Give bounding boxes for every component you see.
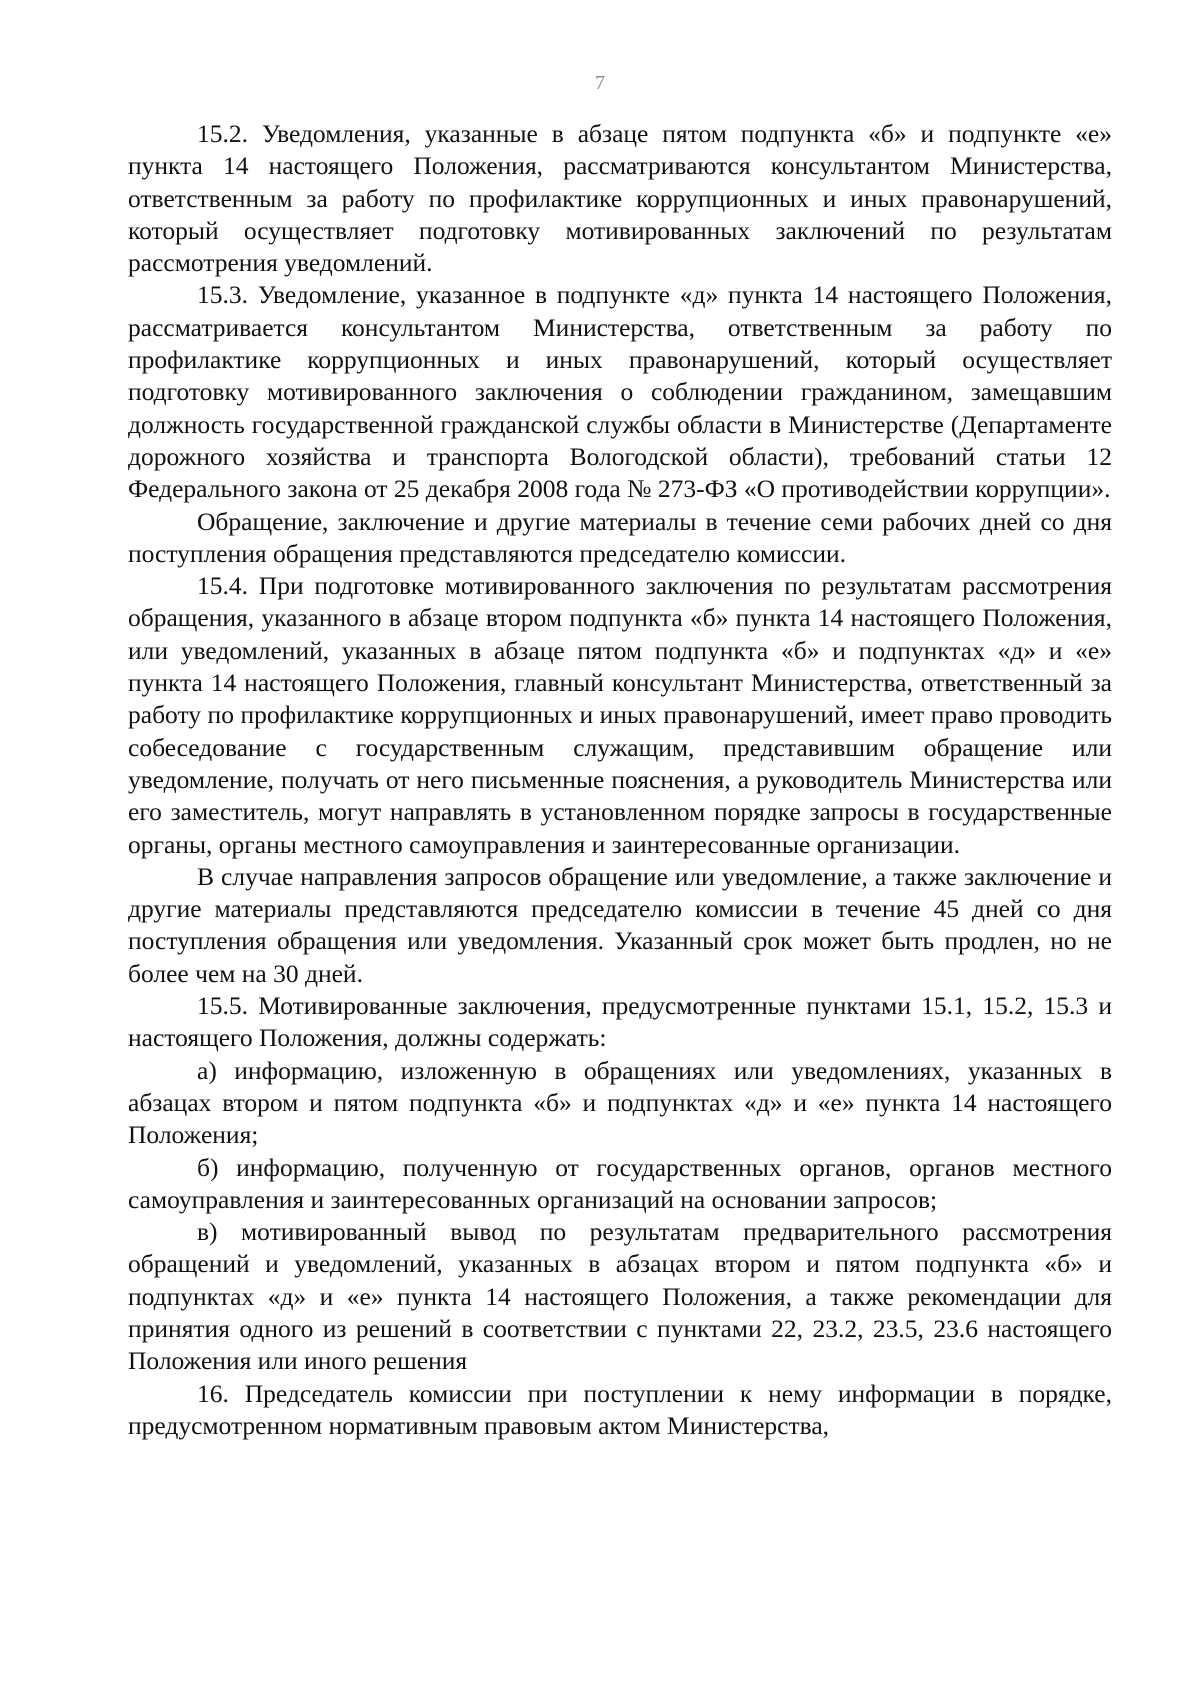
paragraph-15-4-requests: В случае направления запросов обращение или уведомление, а также заключение и другие материалы представляются председателю комиссии в течение 45 дней со дня поступления обращения или уведомления. Указанный срок может быть продлен, но не более чем на 30 дней.	[128, 861, 1112, 988]
paragraph-16: 16. Председатель комиссии при поступлении к нему информации в порядке, предусмотренном нормативным правовым актом Министерства,	[128, 1378, 1112, 1440]
paragraph-15-3: 15.3. Уведомление, указанное в подпункте «д» пункта 14 настоящего Положения, рассматривается консультантом Министерства, ответственным за работу по профилактике коррупционных и иных правонарушений, который осуществляет подготовку мотивированного заключения о соблюдении гражданином, замещавшим должность государственной гражданской службы области в Министерстве (Департаменте дорожного хозяйства и транспорта Вологодской области), требований статьи 12 Федерального закона от 25 декабря 2008 года № 273-ФЗ «О противодействии коррупции».	[128, 280, 1112, 504]
paragraph-15-5-a: а) информацию, изложенную в обращениях или уведомлениях, указанных в абзацах втором и пятом подпункта «б» и подпунктах «д» и «е» пункта 14 настоящего Положения;	[128, 1055, 1112, 1150]
document-body	[128, 118, 1112, 1442]
paragraph-15-5: 15.5. Мотивированные заключения, предусмотренные пунктами 15.1, 15.2, 15.3 и настоящего Положения, должны содержать:	[128, 991, 1112, 1053]
paragraph-15-2: 15.2. Уведомления, указанные в абзаце пятом подпункта «б» и подпункте «е» пункта 14 настоящего Положения, рассматриваются консультантом Министерства, ответственным за работу по профилактике коррупционных и иных правонарушений, который осуществляет подготовку мотивированных заключений по результатам рассмотрения уведомлений.	[128, 119, 1112, 278]
paragraph-15-3-materials: Обращение, заключение и другие материалы в течение семи рабочих дней со дня поступления обращения представляются председателю комиссии.	[128, 506, 1112, 568]
page-number: 7	[595, 72, 605, 94]
paragraph-15-5-b: б) информацию, полученную от государственных органов, органов местного самоуправления и заинтересованных организаций на основании запросов;	[128, 1152, 1112, 1214]
paragraph-15-4: 15.4. При подготовке мотивированного заключения по результатам рассмотрения обращения, указанного в абзаце втором подпункта «б» пункта 14 настоящего Положения, или уведомлений, указанных в абзаце пятом подпункта «б» и подпунктах «д» и «е» пункта 14 настоящего Положения, главный консультант Министерства, ответственный за работу по профилактике коррупционных и иных правонарушений, имеет право проводить собеседование с государственным служащим, представившим обращение или уведомление, получать от него письменные пояснения, а руководитель Министерства или его заместитель, могут направлять в установленном порядке запросы в государственные органы, органы местного самоуправления и заинтересованные организации.	[128, 571, 1112, 859]
paragraph-15-5-v: в) мотивированный вывод по результатам предварительного рассмотрения обращений и уведомлений, указанных в абзацах втором и пятом подпункта «б» и подпунктах «д» и «е» пункта 14 настоящего Положения, а также рекомендации для принятия одного из решений в соответствии с пунктами 22, 23.2, 23.5, 23.6 настоящего Положения или иного решения	[128, 1217, 1112, 1376]
